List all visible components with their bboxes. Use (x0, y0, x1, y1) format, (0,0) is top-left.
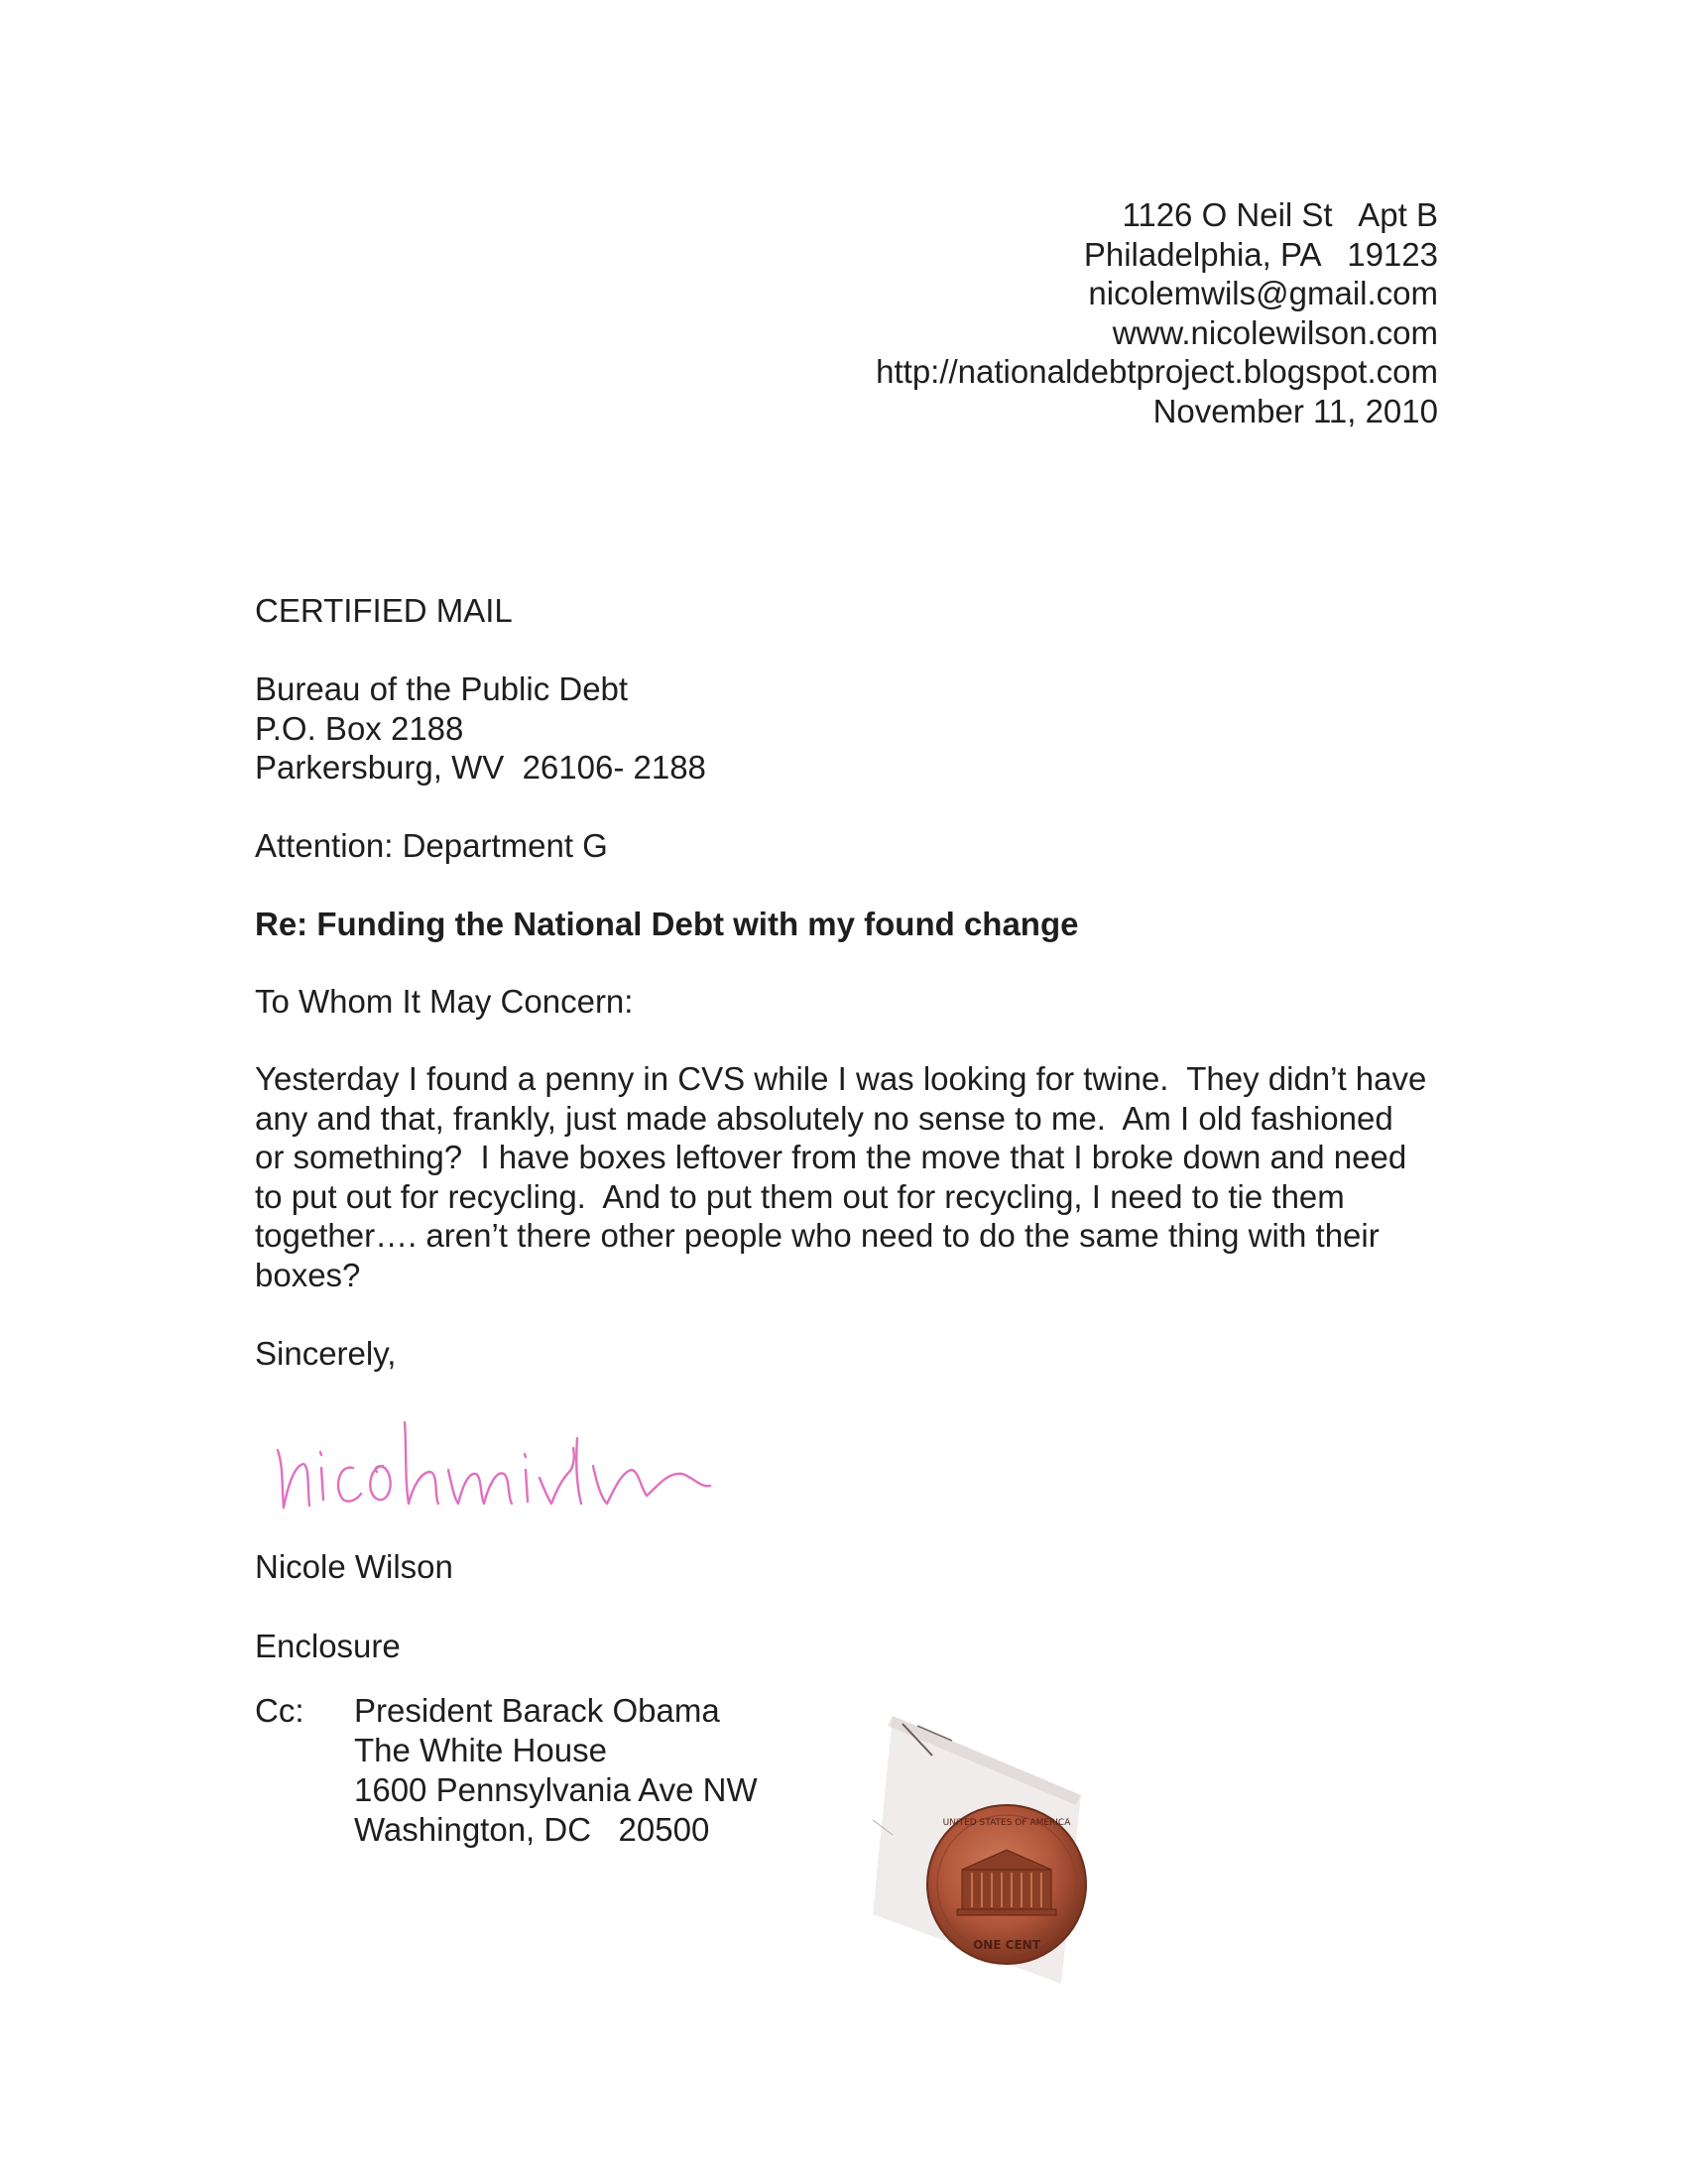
body-line: or something? I have boxes leftover from the move that I broke down and need (255, 1139, 1407, 1175)
cc-line: Washington, DC 20500 (354, 1811, 710, 1848)
attention-line: Attention: Department G (255, 827, 608, 864)
enclosure-note: Enclosure (255, 1628, 401, 1664)
body-line: to put out for recycling. And to put them out for recycling, I need to tie them (255, 1177, 1345, 1215)
sender-blog: http://nationaldebtproject.blogspot.com (876, 353, 1438, 390)
salutation: To Whom It May Concern: (255, 983, 634, 1020)
body-line: together…. aren’t there other people who need to do the same thing with their (255, 1217, 1380, 1254)
sender-address-block (876, 195, 1438, 430)
letter-date: November 11, 2010 (1152, 392, 1438, 429)
taped-penny (813, 1686, 1170, 2003)
closing: Sincerely, (255, 1335, 397, 1372)
recipient-name: Bureau of the Public Debt (255, 670, 629, 707)
cc-label: Cc: (255, 1692, 304, 1729)
mail-type: CERTIFIED MAIL (255, 592, 513, 629)
sender-email: nicolemwils@gmail.com (1088, 275, 1438, 311)
penny-icon (813, 1686, 1170, 2003)
cc-line: 1600 Pennsylvania Ave NW (354, 1771, 758, 1808)
signature-icon (274, 1408, 730, 1517)
recipient-city: Parkersburg, WV 26106- 2188 (255, 749, 706, 786)
body-line: Yesterday I found a penny in CVS while I was looking for twine. They didn’t have (255, 1060, 1427, 1097)
sender-street: 1126 O Neil St Apt B (1122, 196, 1438, 233)
body-line: any and that, frankly, just made absolutely no sense to me. Am I old fashioned (255, 1099, 1393, 1137)
subject-line: Re: Funding the National Debt with my found change (255, 906, 1079, 942)
penny-denomination: ONE CENT (973, 1938, 1040, 1952)
penny-top-text: UNITED STATES OF AMERICA (942, 1818, 1071, 1828)
body-line: boxes? (255, 1256, 361, 1293)
handwritten-signature (274, 1408, 730, 1522)
cc-line: The White House (354, 1732, 607, 1768)
recipient-po-box: P.O. Box 2188 (255, 710, 464, 747)
signer-name: Nicole Wilson (255, 1548, 453, 1585)
sender-city: Philadelphia, PA 19123 (1083, 235, 1438, 273)
body-paragraph (255, 1059, 1475, 1294)
cc-line: President Barack Obama (354, 1692, 720, 1729)
sender-website: www.nicolewilson.com (1112, 313, 1438, 351)
cc-address (354, 1691, 758, 1850)
